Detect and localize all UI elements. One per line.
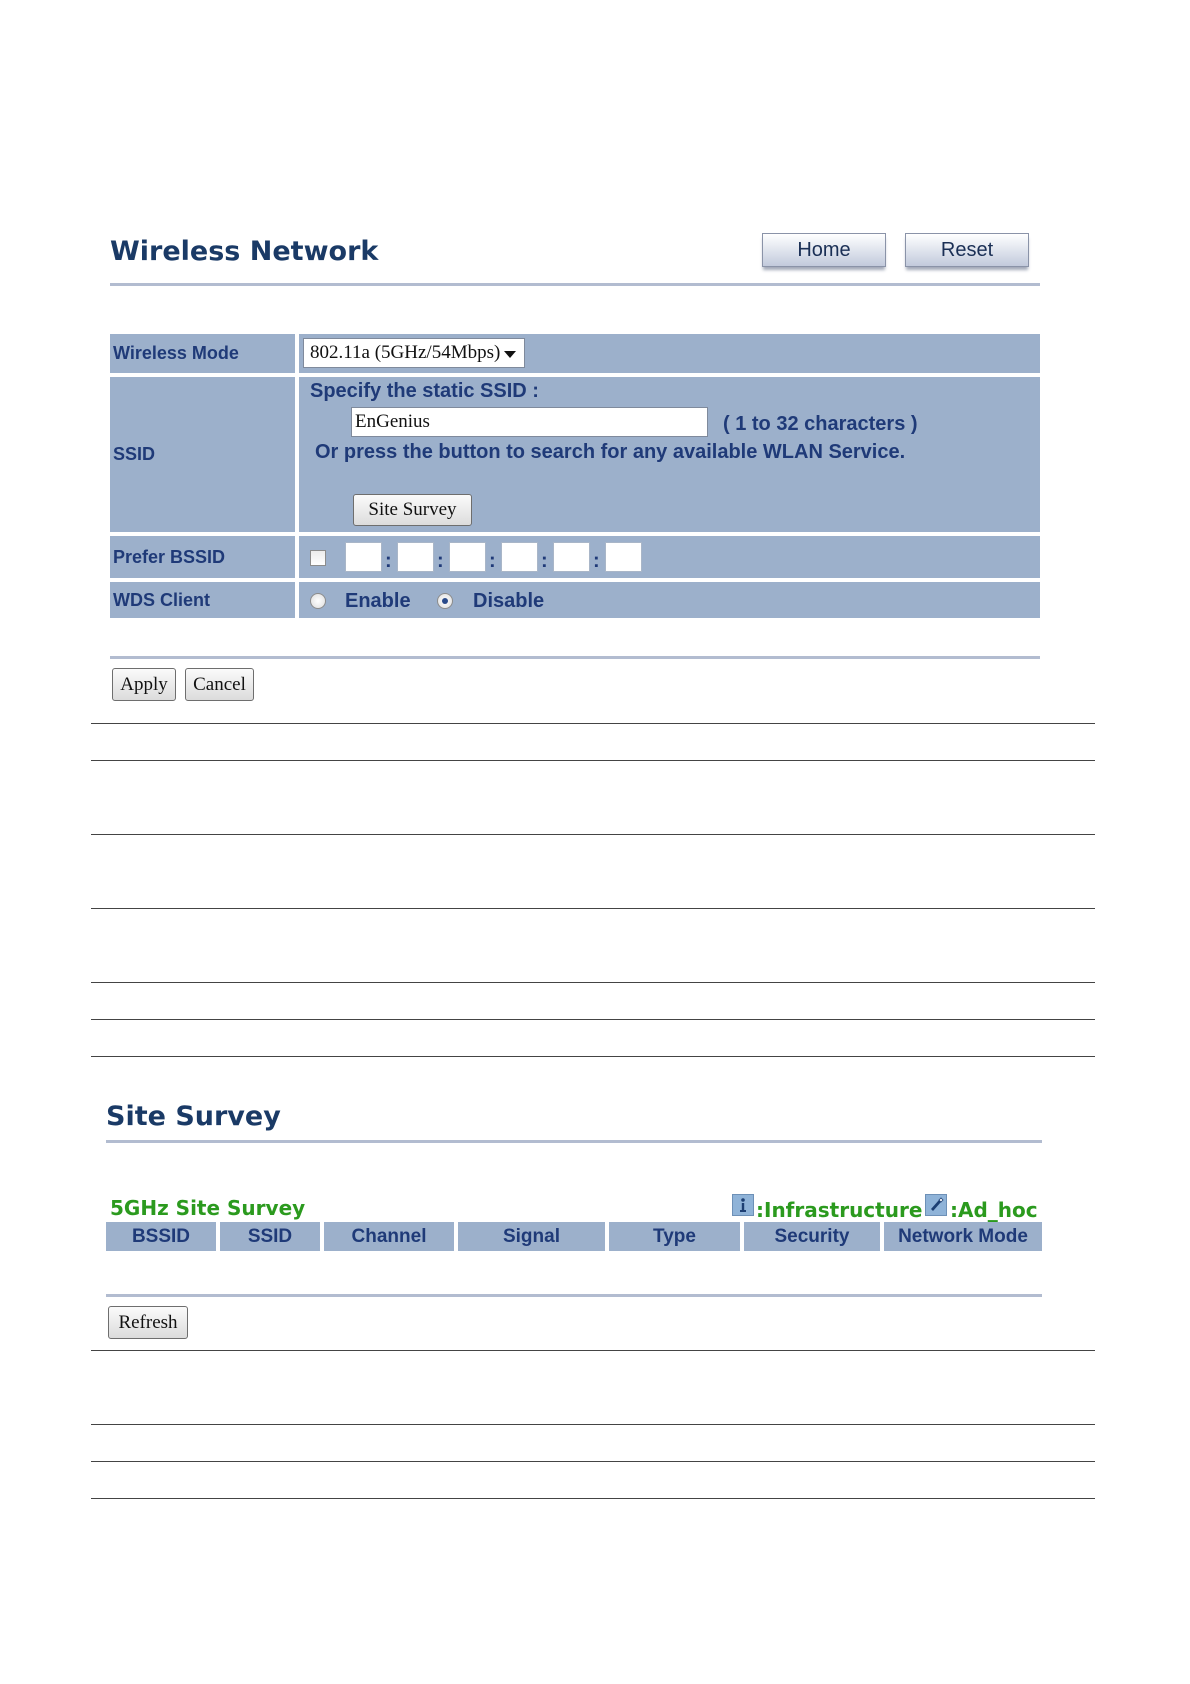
refresh-button[interactable]: Refresh [108,1306,188,1339]
survey-subtitle: 5GHz Site Survey [110,1196,306,1220]
bssid-separator: : [593,550,600,572]
document-rule [91,834,1095,835]
infrastructure-legend: :Infrastructure [756,1198,923,1222]
column-header-channel: Channel [324,1222,454,1251]
title-divider [110,283,1040,286]
document-rule [91,760,1095,761]
document-rule [91,723,1095,724]
column-header-signal: Signal [458,1222,605,1251]
survey-title-divider [106,1140,1042,1143]
site-survey-title: Site Survey [106,1101,281,1132]
bssid-separator: : [437,550,444,572]
document-rule [91,1350,1095,1351]
bssid-separator: : [385,550,392,572]
document-rule [91,908,1095,909]
infrastructure-icon [732,1194,754,1216]
wds-client-label: WDS Client [110,582,295,618]
wds-enable-label: Enable [345,590,411,612]
wireless-mode-select[interactable] [303,338,525,368]
column-header-bssid: BSSID [106,1222,216,1251]
wds-disable-label: Disable [473,590,545,612]
site-survey-button[interactable]: Site Survey [353,494,472,526]
bssid-octet-5[interactable] [553,542,590,572]
page-title: Wireless Network [110,236,379,267]
wds-disable-radio[interactable] [437,593,453,609]
bssid-separator: : [489,550,496,572]
column-header-network-mode: Network Mode [884,1222,1042,1251]
chevron-down-icon [504,351,516,358]
document-rule [91,1461,1095,1462]
column-header-security: Security [744,1222,880,1251]
bssid-octet-6[interactable] [605,542,642,572]
bssid-octet-2[interactable] [397,542,434,572]
ssid-input[interactable] [351,407,708,437]
bssid-separator: : [541,550,548,572]
adhoc-legend: :Ad_hoc [950,1198,1038,1222]
document-rule [91,1498,1095,1499]
adhoc-icon [925,1194,947,1216]
reset-button[interactable]: Reset [905,233,1029,267]
ssid-specify-text: Specify the static SSID : [310,380,539,402]
wds-enable-radio[interactable] [310,593,326,609]
bssid-octet-1[interactable] [345,542,382,572]
cancel-button[interactable]: Cancel [185,668,254,701]
ssid-or-text: Or press the button to search for any available WLAN Service. [315,441,906,463]
wireless-mode-label: Wireless Mode [110,334,295,373]
document-rule [91,982,1095,983]
ssid-hint: ( 1 to 32 characters ) [723,413,918,435]
home-button[interactable]: Home [762,233,886,267]
prefer-bssid-label: Prefer BSSID [110,536,295,578]
column-header-ssid: SSID [220,1222,320,1251]
apply-button[interactable]: Apply [112,668,176,701]
bssid-octet-3[interactable] [449,542,486,572]
prefer-bssid-checkbox[interactable] [310,550,326,566]
document-rule [91,1424,1095,1425]
ssid-label: SSID [110,377,295,532]
form-divider [110,656,1040,659]
document-rule [91,1056,1095,1057]
document-rule [91,1019,1095,1020]
column-header-type: Type [609,1222,740,1251]
wireless-mode-value: 802.11a (5GHz/54Mbps) [310,342,501,363]
bssid-octet-4[interactable] [501,542,538,572]
survey-divider [106,1294,1042,1297]
